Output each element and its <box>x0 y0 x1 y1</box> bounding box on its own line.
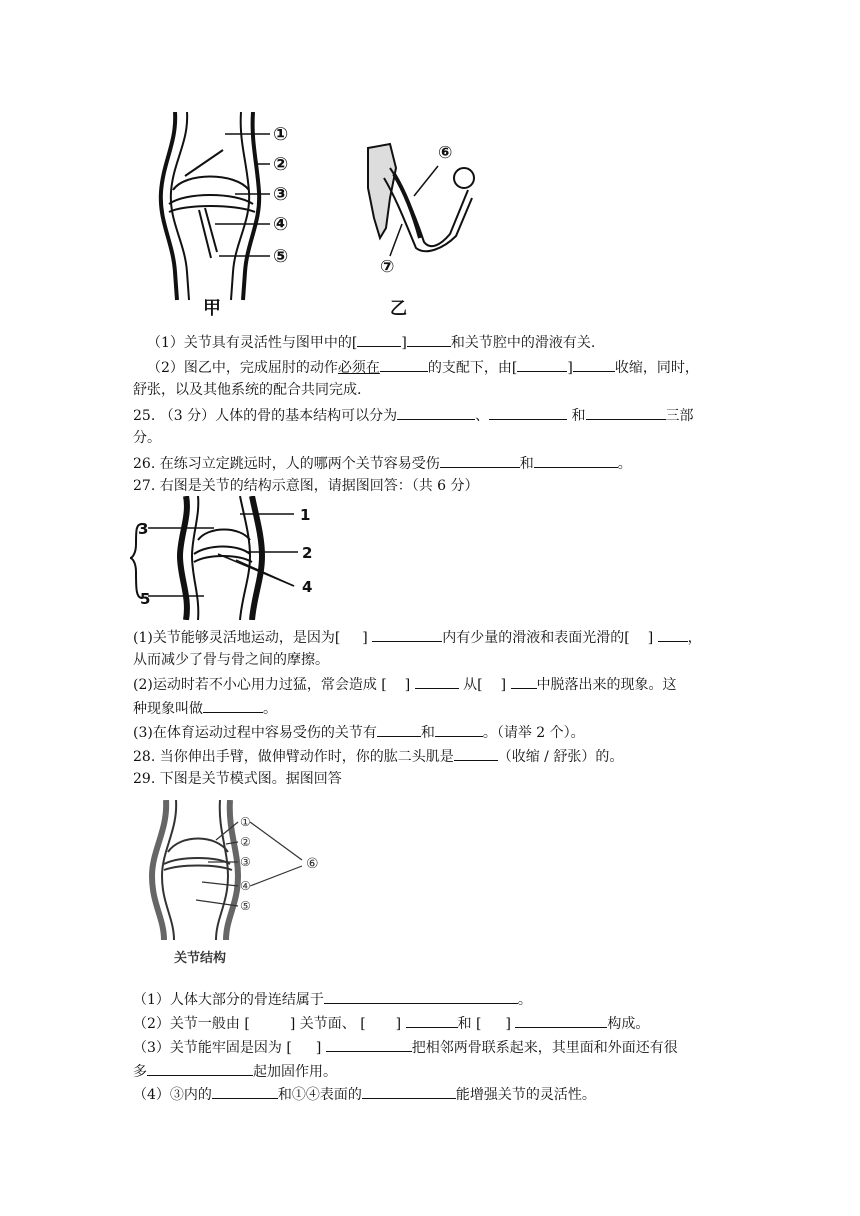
question-27-2: (2)运动时若不小心用力过猛，常会造成 [ ] 从[ ] 中脱落出来的现象。这 <box>133 673 677 695</box>
label-6: ⑥ <box>306 856 319 872</box>
question-27-1-cont: 从而减少了骨与骨之间的摩擦。 <box>133 652 329 668</box>
figure-caption: 乙 <box>390 299 407 318</box>
label-7: ⑦ <box>380 257 395 277</box>
label-3: ③ <box>273 184 289 205</box>
label-1: ① <box>273 124 289 145</box>
figure-jia-joint-diagram <box>145 112 315 322</box>
label-6: ⑥ <box>438 143 453 163</box>
label-4: 4 <box>302 578 313 596</box>
question-25-cont: 分。 <box>133 430 161 446</box>
label-5: ⑤ <box>273 246 289 267</box>
question-27-3: (3)在体育运动过程中容易受伤的关节有 和 。（请举 2 个）。 <box>133 721 585 743</box>
figure-caption: 关节结构 <box>174 951 227 966</box>
question-29-2: （2）关节一般由 [ ] 关节面、 [ ] 和 [ ] 构成。 <box>133 1012 649 1034</box>
question-29-header: 29. 下图是关节模式图。据图回答 <box>133 771 342 787</box>
label-1: ① <box>240 815 251 829</box>
figure-caption: 甲 <box>203 298 221 319</box>
label-2: ② <box>240 835 251 849</box>
label-1: 1 <box>300 506 311 524</box>
figure-27-joint-diagram <box>128 496 328 620</box>
label-2: ② <box>273 154 289 175</box>
question-27-2-cont: 种现象叫做 。 <box>133 697 277 719</box>
question-27-1: (1)关节能够灵活地运动，是因为[ ] 内有少量的滑液和表面光滑的[ ] ， <box>133 626 702 648</box>
question-26: 26. 在练习立定跳远时，人的哪两个关节容易受伤 和 。 <box>133 452 632 474</box>
question-27-header: 27. 右图是关节的结构示意图，请据图回答：（共 6 分） <box>133 478 479 494</box>
label-5: 5 <box>140 590 151 608</box>
question-28: 28. 当你伸出手臂，做伸臂动作时，你的肱二头肌是 （收缩 / 舒张）的。 <box>133 745 623 767</box>
question-24-2: （2）图乙中，完成屈肘的动作必须在 的支配下，由[ ] 收缩，同时， <box>147 356 699 378</box>
label-2: 2 <box>302 544 313 562</box>
question-29-3-cont: 多 起加固作用。 <box>133 1060 337 1082</box>
question-25: 25. （3 分）人体的骨的基本结构可以分为 、 和 三部 <box>133 404 694 426</box>
question-29-1: （1）人体大部分的骨连结属于 。 <box>133 988 532 1010</box>
label-3: 3 <box>138 520 149 538</box>
question-24-2-cont: 舒张，以及其他系统的配合共同完成. <box>133 382 362 398</box>
label-3: ③ <box>240 855 251 869</box>
label-5: ⑤ <box>240 899 251 913</box>
label-4: ④ <box>273 214 289 235</box>
figure-29-joint-diagram <box>146 800 346 970</box>
label-4: ④ <box>240 879 251 893</box>
question-24-1: （1）关节具有灵活性与图甲中的[ ] 和关节腔中的滑液有关. <box>147 331 595 353</box>
figure-yi-arm-diagram <box>360 138 500 318</box>
question-29-4: （4）③内的 和①④表面的 能增强关节的灵活性。 <box>133 1083 596 1105</box>
question-29-3: （3）关节能牢固是因为 [ ] 把相邻两骨联系起来，其里面和外面还有很 <box>133 1036 678 1058</box>
